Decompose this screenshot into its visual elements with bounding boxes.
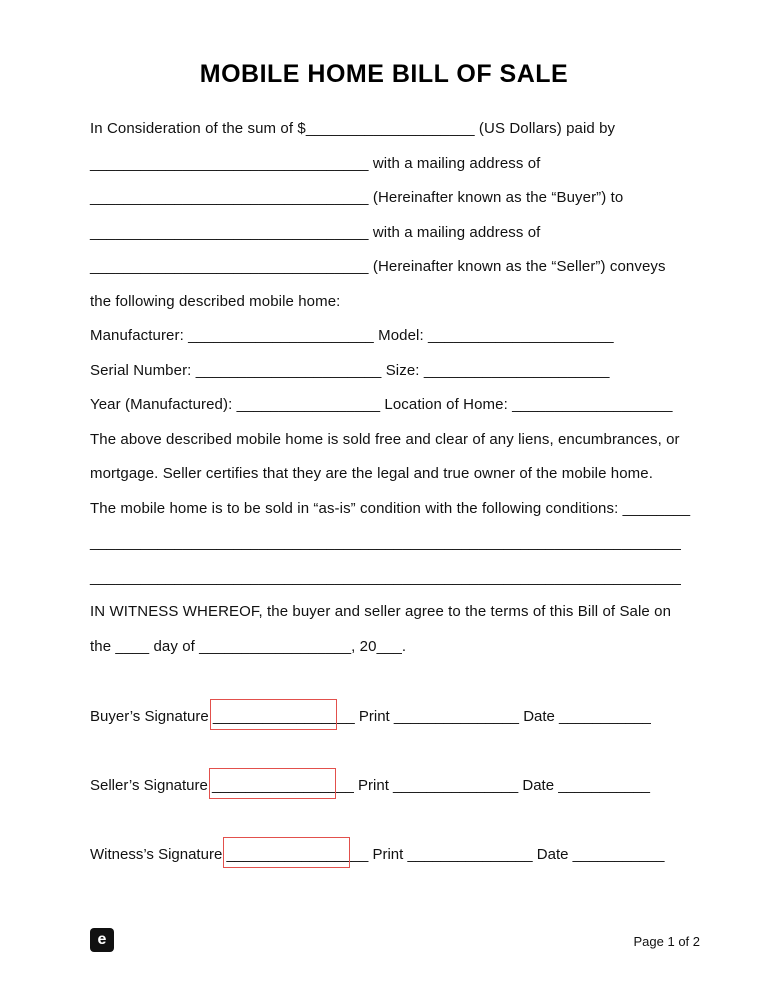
witness-signature-line [226, 838, 368, 872]
witness-print-label: Print [372, 846, 404, 863]
seller-signature-label: Seller’s Signature [90, 777, 208, 794]
witness-whereof-line: IN WITNESS WHEREOF, the buyer and seller agree to the terms of this Bill of Sale on [90, 603, 672, 620]
seller-signature-field[interactable] [209, 768, 336, 799]
seller-date-label: Date [522, 777, 555, 794]
consideration-line: In Consideration of the sum of $____________________ (US Dollars) paid by [90, 120, 616, 137]
buyer-signature-field[interactable] [210, 699, 337, 730]
witness-signature-field[interactable] [223, 837, 350, 868]
buyer-signature-blank-text: _________________ [212, 708, 355, 725]
liens-statement-line-1: The above described mobile home is sold free and clear of any liens, encumbrances, or [90, 430, 680, 448]
serial-size-line: Serial Number: ______________________ Size: ______________________ [90, 361, 610, 379]
seller-print-line: _______________ [393, 777, 519, 794]
buyer-print-line: _______________ [393, 708, 520, 725]
conditions-blank-line-1: ______________________________________________________________________ [90, 534, 681, 551]
buyer-signature-label: Buyer’s Signature [90, 708, 209, 725]
buyer-date-line: ___________ [559, 708, 651, 725]
seller-date-line: ___________ [558, 777, 650, 794]
witness-signature-row [90, 838, 678, 872]
seller-signature-line [212, 769, 354, 803]
buyer-address-line: _________________________________ (Hereinafter known as the “Buyer”) to [90, 189, 624, 206]
buyer-name-line: _________________________________ with a mailing address of [90, 154, 541, 172]
seller-signature-row [90, 769, 678, 803]
seller-address-line: _________________________________ (Hereinafter known as the “Seller”) conveys [90, 258, 666, 275]
execution-date-line: the ____ day of __________________, 20___. [90, 637, 407, 655]
buyer-date-label: Date [523, 708, 555, 725]
buyer-signature-line [213, 700, 355, 734]
conditions-blank-line-2: ______________________________________________________________________ [90, 568, 681, 586]
page-indicator: Page 1 of 2 [633, 934, 700, 949]
buyer-print-label: Print [358, 708, 390, 725]
page-footer [90, 928, 700, 952]
witness-print-line: _______________ [407, 846, 533, 863]
year-location-line: Year (Manufactured): _________________ Location of Home: ___________________ [90, 396, 673, 413]
logo-glyph: e [97, 931, 107, 948]
described-home-line: the following described mobile home: [90, 292, 341, 310]
eforms-logo-icon [90, 928, 114, 952]
document-title: MOBILE HOME BILL OF SALE [199, 60, 569, 88]
seller-signature-blank-text: _________________ [212, 777, 354, 794]
witness-date-line: ___________ [572, 846, 665, 863]
seller-print-label: Print [358, 777, 389, 794]
manufacturer-model-line: Manufacturer: ______________________ Model: ______________________ [90, 327, 614, 344]
buyer-signature-row [90, 700, 678, 734]
seller-name-line: _________________________________ with a mailing address of [90, 223, 541, 241]
witness-signature-blank-text: _________________ [226, 846, 369, 863]
liens-statement-line-2: mortgage. Seller certifies that they are the legal and true owner of the mobile home. [90, 465, 653, 482]
witness-signature-label: Witness’s Signature [90, 846, 223, 863]
conditions-line: The mobile home is to be sold in “as-is” condition with the following conditions: ________ [90, 499, 691, 517]
witness-date-label: Date [536, 846, 569, 863]
